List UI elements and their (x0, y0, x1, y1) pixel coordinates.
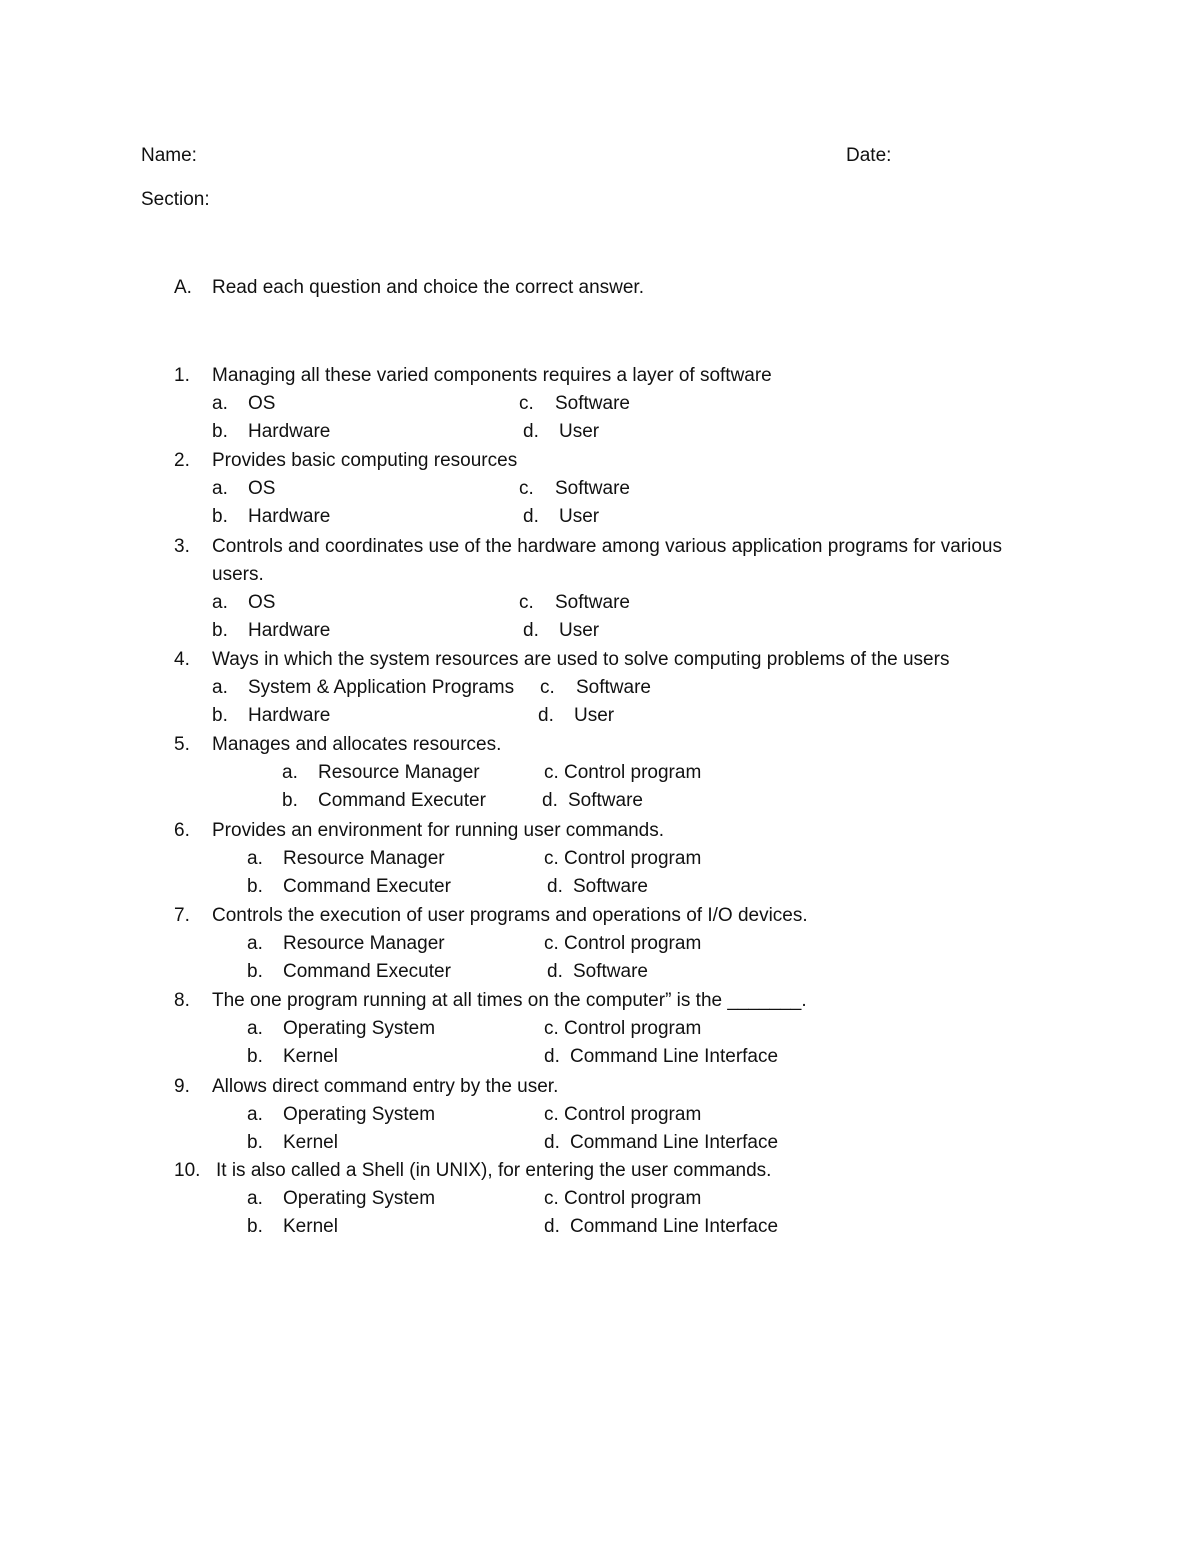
option-a[interactable] (247, 845, 445, 873)
option-text: System & Application Programs (248, 677, 515, 698)
option-text: User (574, 705, 615, 726)
option-text: Kernel (283, 1046, 338, 1067)
option-label: c. (544, 848, 559, 869)
option-text: Hardware (248, 506, 331, 527)
option-c[interactable] (544, 759, 701, 787)
option-label: c. (544, 762, 559, 783)
question-text: Allows direct command entry by the user. (212, 1076, 559, 1097)
option-label: b. (212, 506, 228, 527)
instructions-marker: A. (174, 277, 192, 298)
question-number: 5. (174, 734, 190, 755)
option-text: Resource Manager (283, 933, 445, 954)
question-number: 2. (174, 450, 190, 471)
question-text: Provides an environment for running user commands. (212, 820, 665, 841)
name-label: Name: (141, 145, 197, 166)
option-c[interactable] (519, 589, 630, 617)
option-a[interactable] (247, 1015, 435, 1043)
option-label: b. (282, 790, 298, 811)
option-text: Software (555, 478, 630, 499)
option-text: Software (576, 677, 651, 698)
option-a[interactable] (212, 674, 514, 702)
option-b[interactable] (212, 418, 330, 446)
option-c[interactable] (540, 674, 651, 702)
option-label: a. (212, 393, 228, 414)
option-d[interactable] (547, 958, 648, 986)
option-b[interactable] (247, 1043, 338, 1071)
option-a[interactable] (247, 930, 445, 958)
option-label: c. (519, 592, 534, 613)
option-text: Resource Manager (283, 848, 445, 869)
option-text: Operating System (283, 1188, 436, 1209)
option-text: Command Line Interface (570, 1132, 779, 1153)
option-label: d. (523, 421, 539, 442)
option-text: Kernel (283, 1132, 338, 1153)
option-label: a. (247, 1018, 263, 1039)
question-number: 10. (174, 1160, 201, 1181)
option-c[interactable] (544, 845, 701, 873)
option-label: b. (212, 620, 228, 641)
option-text: Software (573, 876, 648, 897)
question-text: Provides basic computing resources (212, 450, 518, 471)
option-a[interactable] (247, 1101, 435, 1129)
option-label: d. (544, 1216, 560, 1237)
option-text: Operating System (283, 1018, 436, 1039)
option-text: Command Line Interface (570, 1046, 779, 1067)
option-a[interactable] (212, 390, 275, 418)
question-number: 3. (174, 536, 190, 557)
option-b[interactable] (247, 873, 451, 901)
option-label: a. (282, 762, 298, 783)
option-d[interactable] (547, 873, 648, 901)
option-d[interactable] (542, 787, 643, 815)
option-c[interactable] (544, 1101, 701, 1129)
option-label: d. (544, 1046, 560, 1067)
option-label: d. (542, 790, 558, 811)
option-label: b. (247, 961, 263, 982)
option-label: c. (519, 393, 534, 414)
option-label: b. (212, 705, 228, 726)
option-text: Kernel (283, 1216, 338, 1237)
option-label: c. (544, 933, 559, 954)
option-label: b. (247, 1046, 263, 1067)
question-number: 7. (174, 905, 190, 926)
option-text: Software (573, 961, 648, 982)
option-label: d. (523, 506, 539, 527)
question-text: It is also called a Shell (in UNIX), for entering the user commands. (216, 1160, 772, 1181)
option-label: a. (212, 592, 228, 613)
section-label: Section: (141, 189, 210, 210)
option-text: OS (248, 393, 276, 414)
option-label: d. (547, 961, 563, 982)
option-text: Control program (564, 1188, 702, 1209)
question-text: Managing all these varied components requires a layer of software (212, 365, 772, 386)
option-label: c. (544, 1188, 559, 1209)
option-d[interactable] (544, 1129, 778, 1157)
option-a[interactable] (282, 759, 480, 787)
option-text: User (559, 421, 600, 442)
option-text: Operating System (283, 1104, 436, 1125)
option-a[interactable] (212, 475, 275, 503)
option-a[interactable] (212, 589, 275, 617)
option-label: d. (547, 876, 563, 897)
option-d[interactable] (544, 1043, 778, 1071)
option-text: Command Executer (283, 876, 451, 897)
option-d[interactable] (544, 1213, 778, 1241)
option-a[interactable] (247, 1185, 435, 1213)
option-text: Control program (564, 1104, 702, 1125)
option-label: b. (247, 876, 263, 897)
option-c[interactable] (544, 1015, 701, 1043)
option-label: b. (247, 1216, 263, 1237)
option-b[interactable] (247, 1129, 338, 1157)
option-b[interactable] (247, 1213, 338, 1241)
option-d[interactable] (523, 503, 599, 531)
option-d[interactable] (523, 418, 599, 446)
date-label: Date: (846, 145, 892, 166)
option-text: Control program (564, 762, 702, 783)
option-text: Software (555, 592, 630, 613)
option-text: Command Executer (318, 790, 486, 811)
option-d[interactable] (523, 617, 599, 645)
option-text: User (559, 506, 600, 527)
question-number: 9. (174, 1076, 190, 1097)
question-text: Controls and coordinates use of the hardware among various application programs for various users. (212, 536, 1002, 585)
option-text: Hardware (248, 421, 331, 442)
option-label: c. (540, 677, 555, 698)
option-text: Control program (564, 848, 702, 869)
option-text: Command Executer (283, 961, 451, 982)
option-b[interactable] (212, 617, 330, 645)
option-label: d. (544, 1132, 560, 1153)
option-c[interactable] (519, 475, 630, 503)
option-text: OS (248, 478, 276, 499)
option-text: OS (248, 592, 276, 613)
question-text: The one program running at all times on the computer” is the _______. (212, 990, 807, 1011)
option-text: Hardware (248, 620, 331, 641)
option-label: a. (247, 1188, 263, 1209)
option-text: Command Line Interface (570, 1216, 779, 1237)
question-text: Ways in which the system resources are used to solve computing problems of the users (212, 649, 950, 670)
option-label: a. (247, 1104, 263, 1125)
option-text: Software (555, 393, 630, 414)
option-text: Resource Manager (318, 762, 480, 783)
instructions-text: Read each question and choice the correct answer. (212, 277, 644, 298)
option-label: c. (544, 1104, 559, 1125)
option-label: b. (247, 1132, 263, 1153)
option-label: c. (544, 1018, 559, 1039)
option-text: Hardware (248, 705, 331, 726)
option-label: d. (523, 620, 539, 641)
option-d[interactable] (538, 702, 614, 730)
question-text: Controls the execution of user programs and operations of I/O devices. (212, 905, 808, 926)
option-label: d. (538, 705, 554, 726)
option-c[interactable] (519, 390, 630, 418)
option-c[interactable] (544, 1185, 701, 1213)
option-label: a. (247, 848, 263, 869)
option-label: a. (212, 478, 228, 499)
question-text: Manages and allocates resources. (212, 734, 502, 755)
option-text: Software (568, 790, 643, 811)
option-label: b. (212, 421, 228, 442)
question-number: 4. (174, 649, 190, 670)
option-label: a. (212, 677, 228, 698)
option-text: Control program (564, 933, 702, 954)
question-number: 6. (174, 820, 190, 841)
question-number: 1. (174, 365, 190, 386)
option-c[interactable] (544, 930, 701, 958)
option-b[interactable] (247, 958, 451, 986)
option-text: Control program (564, 1018, 702, 1039)
option-text: User (559, 620, 600, 641)
option-label: c. (519, 478, 534, 499)
option-b[interactable] (282, 787, 486, 815)
option-label: a. (247, 933, 263, 954)
option-b[interactable] (212, 702, 330, 730)
option-b[interactable] (212, 503, 330, 531)
question-number: 8. (174, 990, 190, 1011)
